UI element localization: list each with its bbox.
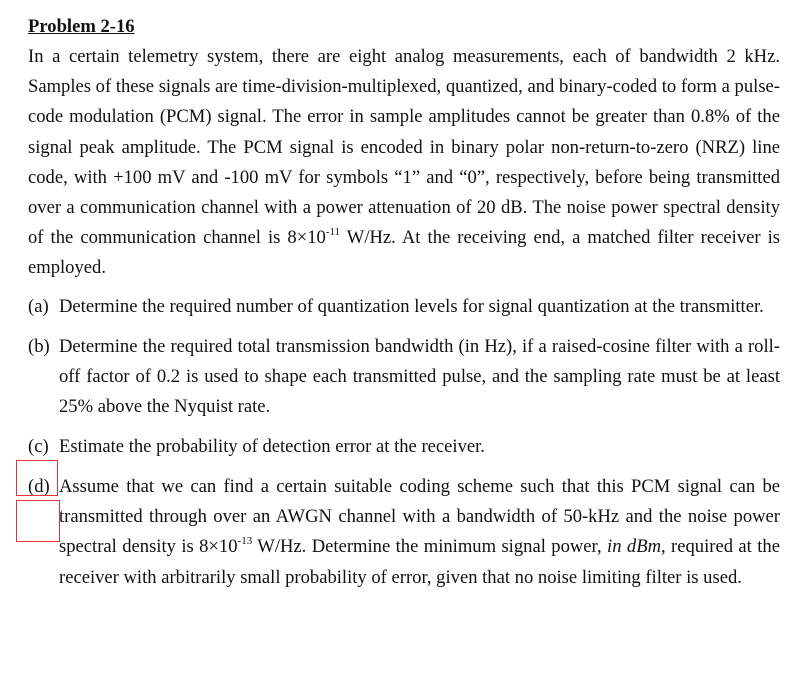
part-c: [28, 432, 780, 462]
part-d-text-1: Assume that we can find a certain suitable coding scheme such that this PCM signal can be transmitted through over an AWGN channel with a bandwidth of 50-kHz and the noise power spectral density is 8×10: [59, 476, 780, 558]
part-d-text-3: , required at the receiver with arbitrarily small probability of error, given that no noise limiting filter is used.: [59, 536, 780, 588]
intro-exponent: -11: [325, 226, 341, 239]
part-c-label: (c): [28, 436, 49, 458]
part-a-label: (a): [28, 295, 49, 317]
part-c-text: Estimate the probability of detection error at the receiver.: [59, 436, 485, 458]
part-b: [28, 332, 780, 423]
part-d-label: (d): [28, 476, 50, 498]
part-a: [28, 292, 780, 322]
part-a-text: Determine the required number of quantization levels for signal quantization at the transmitter.: [59, 295, 764, 317]
problem-parts: [28, 292, 780, 593]
highlight-box-d: [16, 500, 60, 542]
part-b-text: Determine the required total transmission bandwidth (in Hz), if a raised-cosine filter with a roll-off factor of 0.2 is used to shape each transmitted pulse, and the sampling rate must be at least 25% above the Nyquist rate.: [59, 335, 780, 418]
part-d-italic-unit: in dBm: [607, 536, 661, 558]
intro-text-end: W/Hz. At the receiving end, a matched filter receiver is employed.: [28, 227, 780, 279]
problem-intro: [28, 42, 780, 284]
part-b-label: (b): [28, 335, 50, 357]
part-d-text-2: W/Hz. Determine the minimum signal power,: [252, 536, 608, 558]
problem-title: Problem 2-16: [28, 16, 135, 37]
problem-page: [28, 12, 780, 603]
intro-text: In a certain telemetry system, there are eight analog measurements, each of bandwidth 2 kHz. Samples of these signals are time-division-multiplexed, quantized, and binary-coded to form a pulse-code modulation (PCM) signal. The error in sample amplitudes cannot be greater than 0.8% of the signal peak amplitude. The PCM signal is encoded in binary polar non-return-to-zero (NRZ) line code, with +100 mV and -100 mV for symbols “1” and “0”, respectively, before being transmitted over a communication channel with a power attenuation of 20 dB. The noise power spectral density of the communication channel is 8×10: [28, 46, 780, 249]
part-d-text: [59, 472, 780, 593]
part-d: [28, 472, 780, 593]
part-d-exponent: -13: [237, 535, 253, 548]
highlight-box-c: [16, 460, 58, 496]
